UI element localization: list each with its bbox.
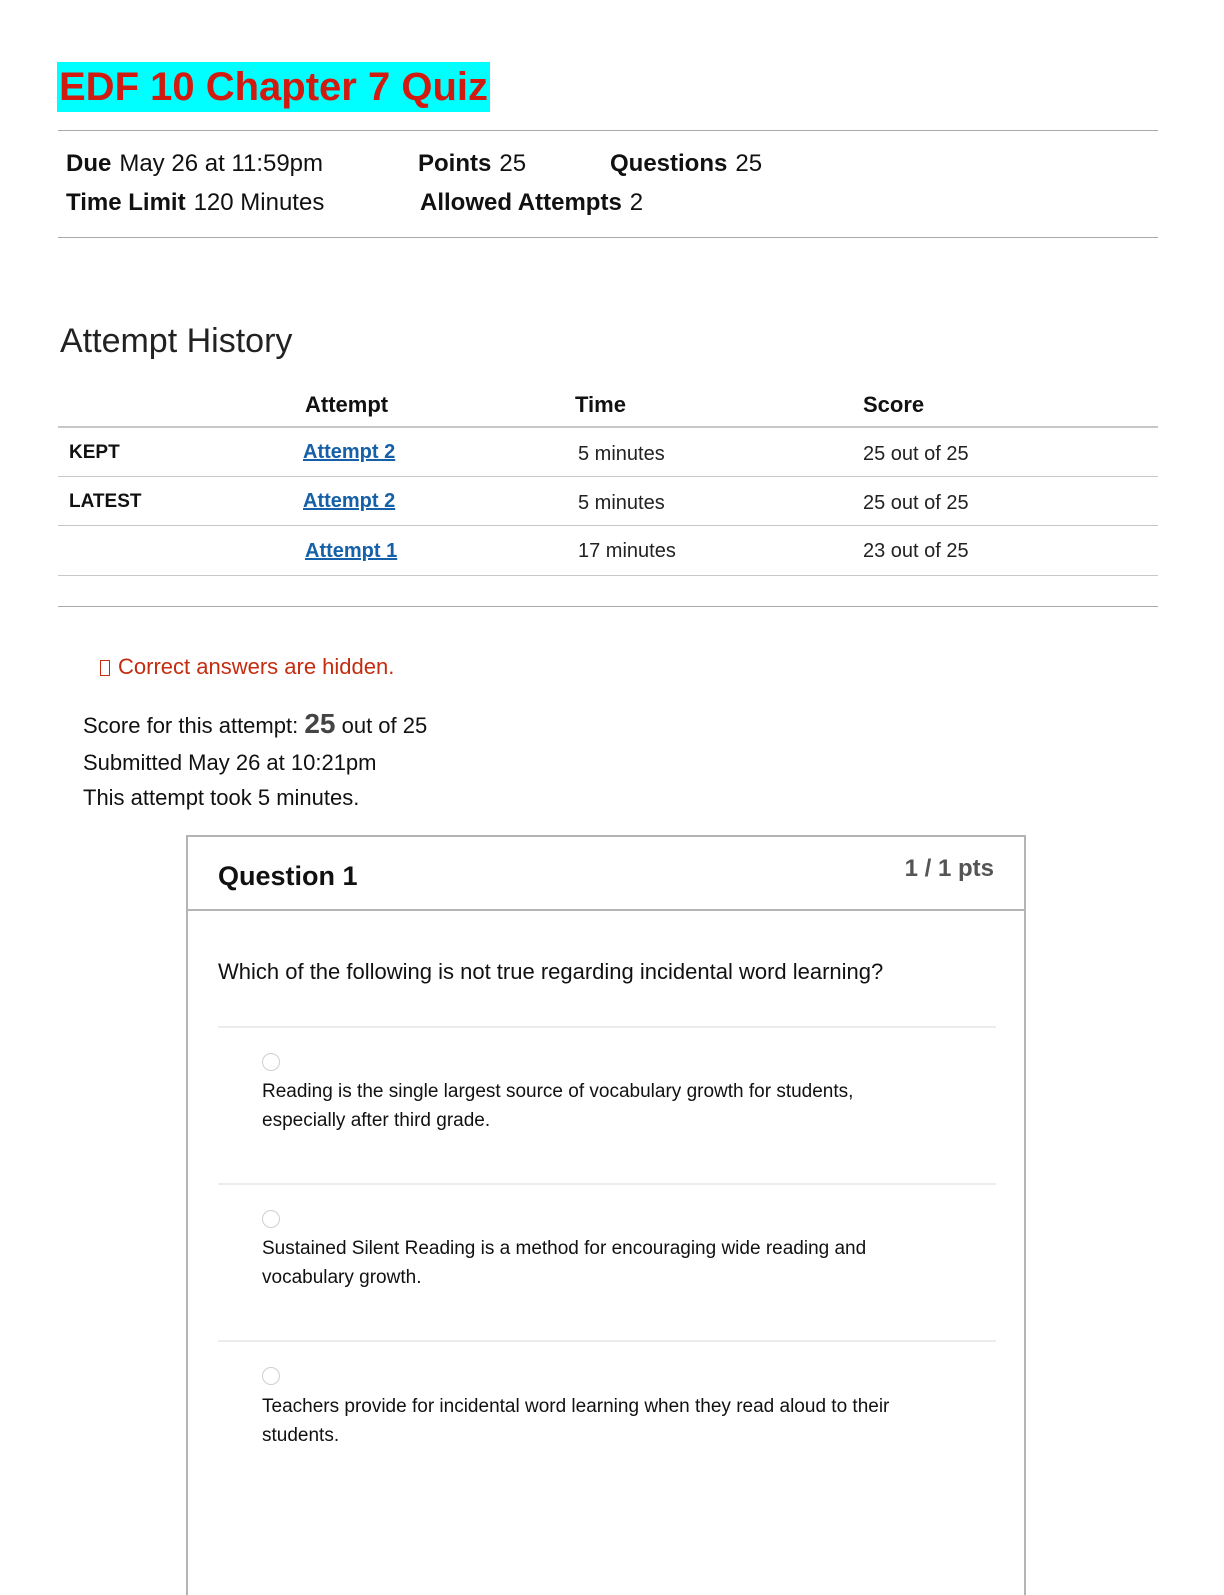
radio-button[interactable] [262,1053,280,1071]
points-label: Points [418,150,492,177]
time-limit-label: Time Limit [66,189,186,216]
due-label: Due [66,150,112,177]
question-text: Which of the following is not true regarding incidental word learning? [218,959,884,984]
row-divider [58,525,1158,526]
radio-button[interactable] [262,1367,280,1385]
row-divider [58,476,1158,477]
option-divider [218,1340,996,1342]
notice-text: Correct answers are hidden. [118,654,395,679]
option-divider [218,1183,996,1185]
attempt-link[interactable]: Attempt 1 [305,540,398,562]
column-header-time: Time [575,392,626,417]
allowed-attempts [420,189,643,217]
row-status-label: LATEST [69,491,142,512]
time-limit-value: 120 Minutes [193,189,325,216]
questions-label: Questions [610,150,728,177]
question-card [186,835,1026,1595]
attempt-score-line [83,708,427,740]
points-value: 25 [499,150,527,177]
column-header-attempt: Attempt [305,392,389,417]
attempt-link[interactable]: Attempt 2 [303,490,396,512]
points-info [418,150,526,178]
attempt-history-title: Attempt History [60,322,293,360]
column-header-score: Score [863,392,925,417]
due-value: May 26 at 11:59pm [119,150,324,177]
allowed-attempts-label: Allowed Attempts [420,189,622,216]
attempt-link[interactable]: Attempt 2 [303,441,396,463]
option-text [262,1392,962,1450]
score-suffix: out of 25 [341,713,428,738]
question-points: 1 / 1 pts [904,855,994,882]
answers-hidden-notice [100,654,394,680]
row-divider [58,575,1158,576]
attempt-time: 5 minutes [578,492,665,514]
option-text [262,1077,962,1135]
questions-info [610,150,762,178]
option-line: Teachers provide for incidental word learning when they read aloud to their [262,1396,890,1417]
attempt-score: 25 out of 25 [863,443,969,465]
option-divider [218,1026,996,1028]
question-title: Question 1 [218,861,358,891]
score-prefix: Score for this attempt: [83,713,299,738]
option-line: Sustained Silent Reading is a method for encouraging wide reading and [262,1238,867,1259]
attempt-score: 25 out of 25 [863,492,969,514]
table-header-line [58,426,1158,428]
option-text [262,1234,962,1292]
submitted-line: Submitted May 26 at 10:21pm [83,750,377,775]
due-date [66,150,323,178]
option-line: especially after third grade. [262,1110,491,1131]
attempt-time: 17 minutes [578,540,676,562]
page-title: EDF 10 Chapter 7 Quiz [57,62,490,112]
row-status-label: KEPT [69,442,120,463]
option-line: vocabulary growth. [262,1267,422,1288]
warning-icon [100,660,110,676]
attempt-score: 23 out of 25 [863,540,969,562]
divider [58,237,1158,238]
score-value: 25 [304,708,336,739]
divider [58,130,1158,131]
option-line: Reading is the single largest source of vocabulary growth for students, [262,1081,854,1102]
question-header [188,837,1024,911]
questions-value: 25 [735,150,763,177]
time-limit [66,189,324,217]
radio-button[interactable] [262,1210,280,1228]
attempt-time: 5 minutes [578,443,665,465]
duration-line: This attempt took 5 minutes. [83,785,360,810]
allowed-attempts-value: 2 [629,189,644,216]
divider [58,606,1158,607]
option-line: students. [262,1425,340,1446]
